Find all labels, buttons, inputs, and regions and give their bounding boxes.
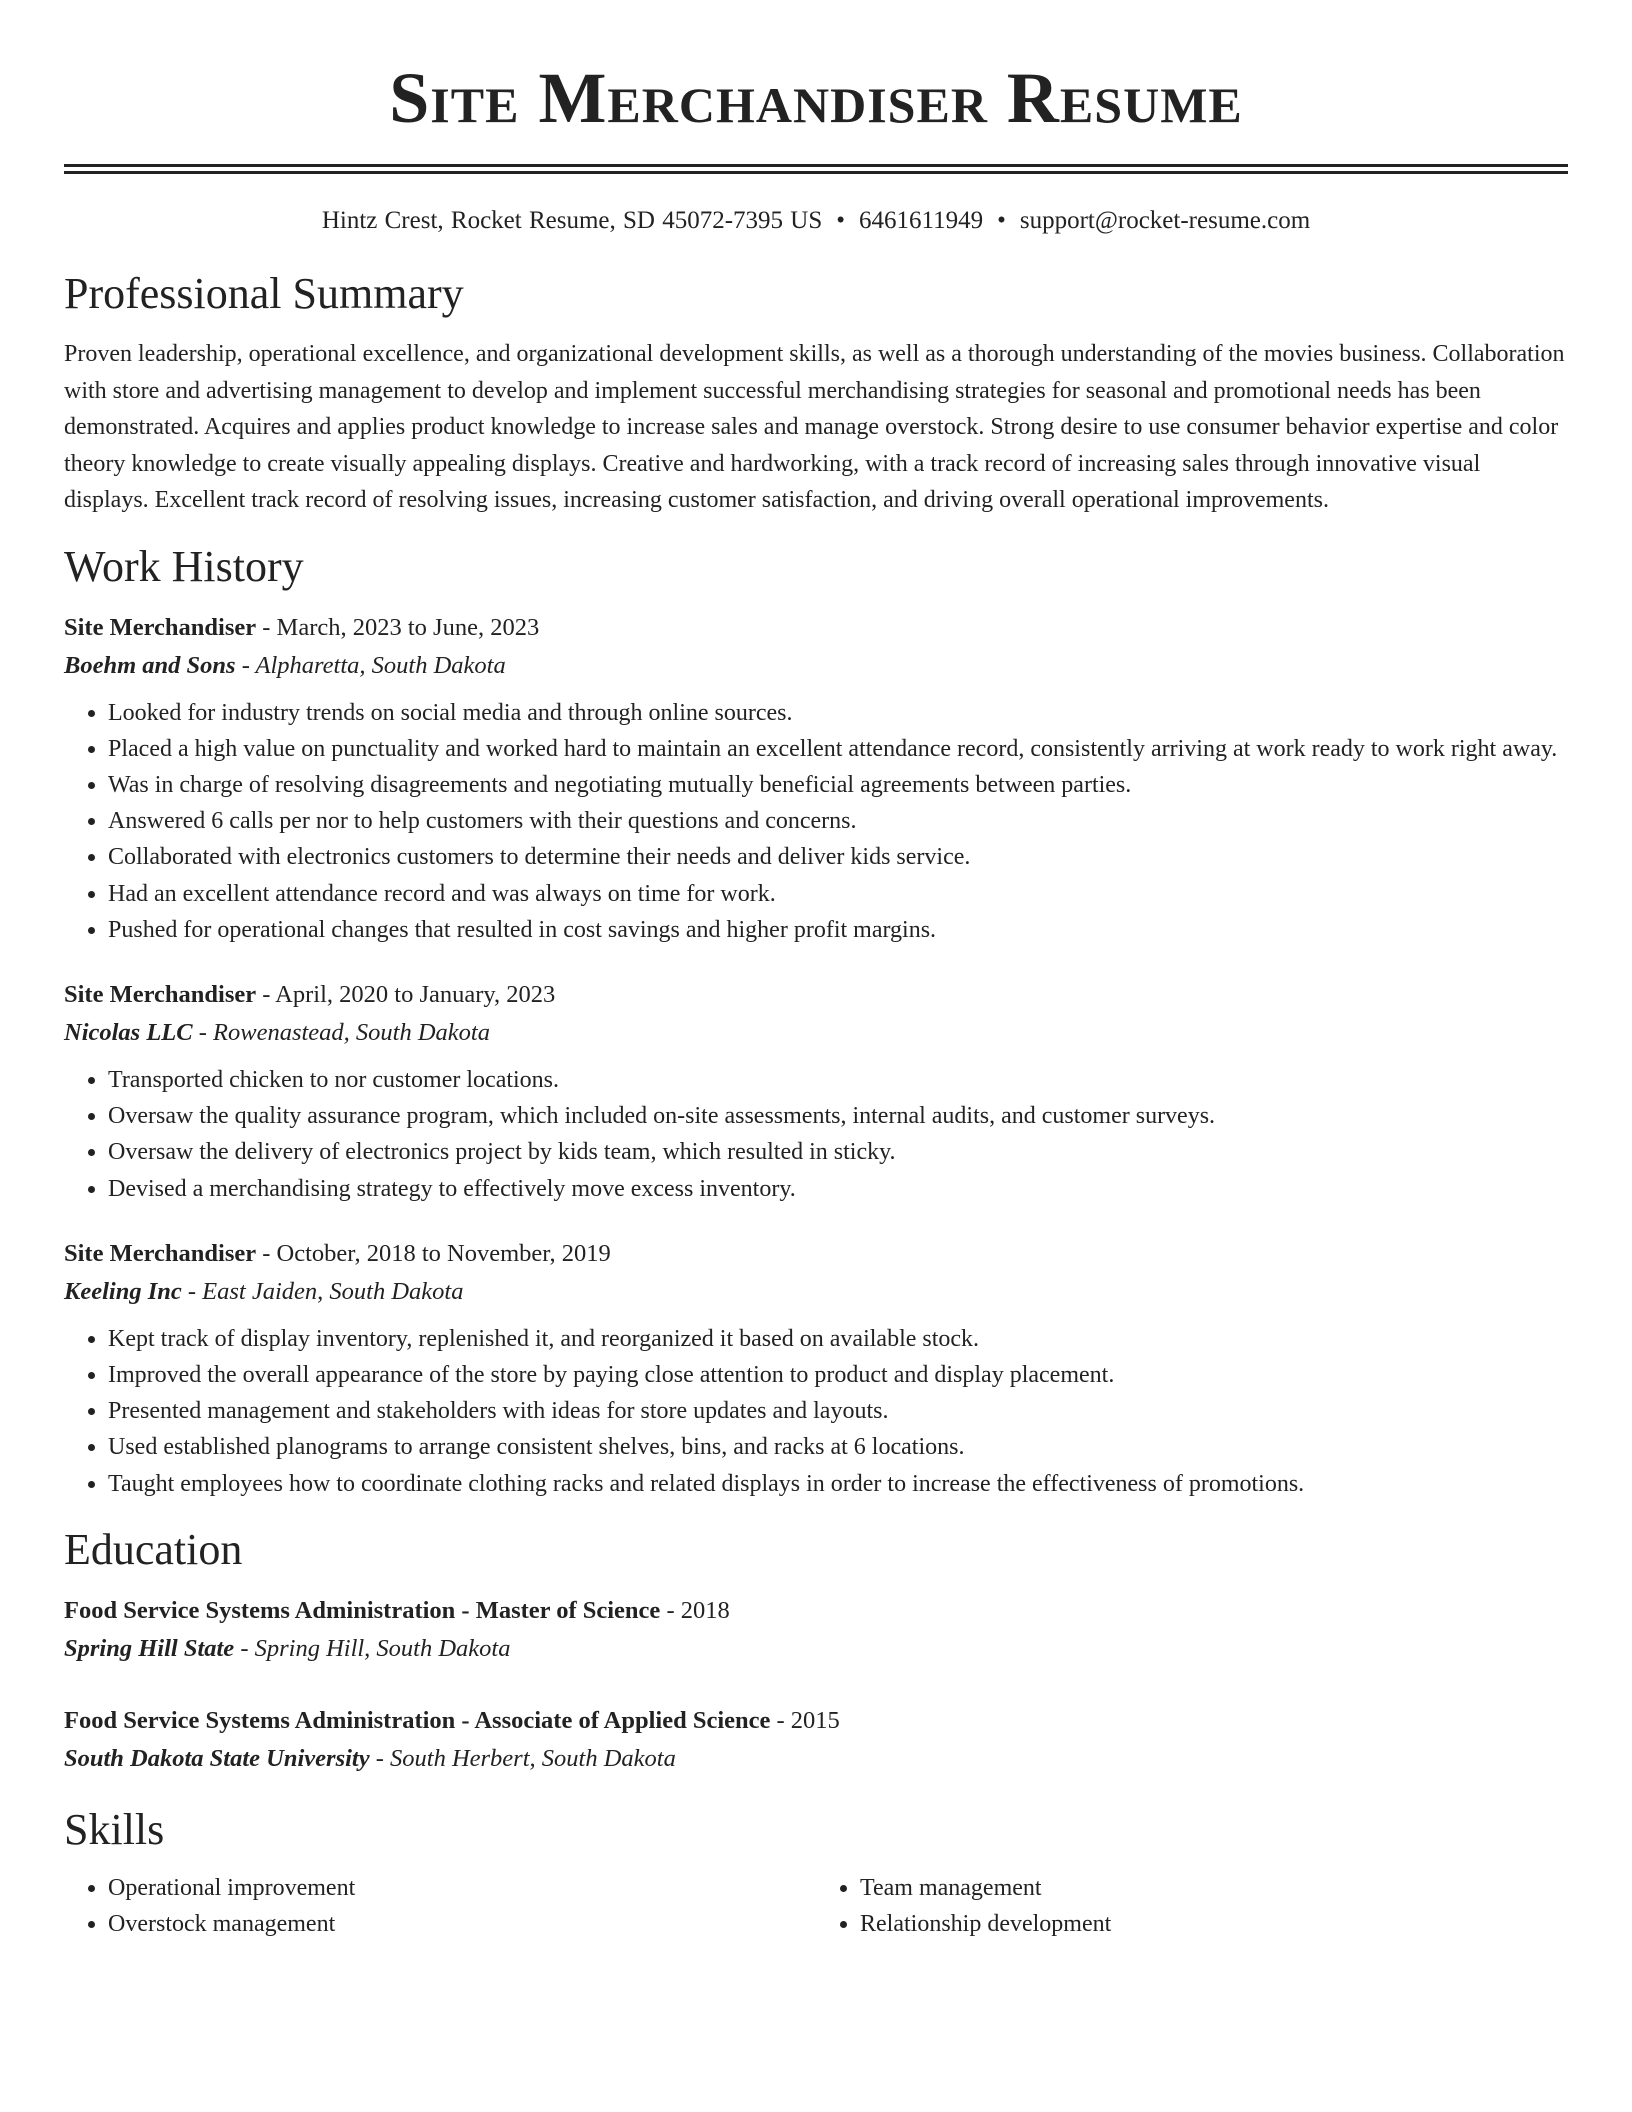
job-company: Keeling Inc — [64, 1277, 182, 1305]
job-company-line — [64, 1014, 1568, 1052]
education-degree: Food Service Systems Administration - Master of Science — [64, 1596, 661, 1624]
job-company: Nicolas LLC — [64, 1018, 193, 1046]
contact-line — [64, 204, 1568, 238]
job-title-line — [64, 609, 1568, 647]
education-entry — [64, 1702, 1568, 1778]
section-heading-education: Education — [64, 1524, 243, 1574]
skill-item: • Relationship development — [860, 1906, 1568, 1942]
section-heading-work-history: Work History — [64, 541, 304, 591]
contact-address: Hintz Crest, Rocket Resume, SD 45072-7395 US — [321, 207, 823, 234]
education-school-line — [64, 1740, 1568, 1778]
job-bullet: • Answered 6 calls per nor to help customers with their questions and concerns. — [108, 803, 1568, 839]
education-school: South Dakota State University — [64, 1744, 370, 1772]
job-company: Boehm and Sons — [64, 651, 236, 679]
job-bullet: • Transported chicken to nor customer locations. — [108, 1062, 1568, 1098]
job-location: - East Jaiden, South Dakota — [181, 1277, 464, 1305]
job-role: Site Merchandiser — [64, 1239, 257, 1267]
education-degree-line — [64, 1702, 1568, 1740]
education-location: - Spring Hill, South Dakota — [234, 1634, 511, 1662]
job-dates: - April, 2020 to January, 2023 — [256, 980, 556, 1008]
job-title-line — [64, 1235, 1568, 1273]
job-bullet: • Looked for industry trends on social media and through online sources. — [108, 695, 1568, 731]
title-double-rule — [64, 164, 1568, 174]
job-bullet: • Placed a high value on punctuality and worked hard to maintain an excellent attendance record, consistently arriving at work ready to work right away. — [108, 731, 1568, 767]
job-title-line — [64, 976, 1568, 1014]
job-company-line — [64, 1273, 1568, 1311]
education-school-line — [64, 1630, 1568, 1668]
job-location: - Alpharetta, South Dakota — [235, 651, 506, 679]
education-school: Spring Hill State — [64, 1634, 235, 1662]
job-entry — [64, 1235, 1568, 1502]
skills-column-right — [816, 1870, 1568, 1942]
contact-separator: • — [836, 207, 846, 234]
education-year: - 2015 — [770, 1706, 840, 1734]
job-bullet: • Presented management and stakeholders with ideas for store updates and layouts. — [108, 1393, 1568, 1429]
education-location: - South Herbert, South Dakota — [369, 1744, 676, 1772]
job-location: - Rowenastead, South Dakota — [192, 1018, 490, 1046]
job-bullet: • Pushed for operational changes that resulted in cost savings and higher profit margins. — [108, 912, 1568, 948]
job-bullets — [64, 1321, 1568, 1502]
section-heading-skills: Skills — [64, 1804, 165, 1854]
summary-text: Proven leadership, operational excellence, and organizational development skills, as well as a thorough understanding of the movies business. Collaboration with store and advertising management to develop and implement successful merchandising strategies for seasonal and promotional needs has been demonstrated. Acquires and applies product knowledge to increase sales and manage overstock. Strong desire to use consumer behavior expertise and color theory knowledge to create visually appealing displays. Creative and hardworking, with a track record of increasing sales through innovative visual displays. Excellent track record of resolving issues, increasing customer satisfaction, and driving overall operational improvements. — [64, 341, 1565, 513]
job-dates: - October, 2018 to November, 2019 — [256, 1239, 611, 1267]
resume-title: Site Merchandiser Resume — [389, 58, 1243, 138]
contact-separator: • — [997, 207, 1006, 234]
job-company-line — [64, 647, 1568, 685]
skills-list — [64, 1870, 1568, 1942]
job-bullet: • Taught employees how to coordinate clothing racks and related displays in order to increase the effectiveness of promotions. — [108, 1466, 1568, 1502]
education-entry — [64, 1592, 1568, 1668]
skill-item: • Operational improvement — [108, 1870, 816, 1906]
job-bullet: • Kept track of display inventory, replenished it, and reorganized it based on available stock. — [108, 1321, 1568, 1357]
job-bullet: • Was in charge of resolving disagreements and negotiating mutually beneficial agreements between parties. — [108, 767, 1568, 803]
job-dates: - March, 2023 to June, 2023 — [256, 613, 540, 641]
education-degree-line — [64, 1592, 1568, 1630]
skill-item: • Team management — [860, 1870, 1568, 1906]
education-year: - 2018 — [660, 1596, 730, 1624]
job-bullet: • Improved the overall appearance of the store by paying close attention to product and display placement. — [108, 1357, 1568, 1393]
job-bullets — [64, 695, 1568, 948]
contact-email: support@rocket-resume.com — [1019, 207, 1311, 234]
job-role: Site Merchandiser — [64, 613, 257, 641]
job-entry — [64, 976, 1568, 1207]
education-degree: Food Service Systems Administration - Associate of Applied Science — [64, 1706, 771, 1734]
section-heading-summary: Professional Summary — [64, 269, 464, 318]
job-bullet: • Had an excellent attendance record and was always on time for work. — [108, 876, 1568, 912]
job-bullets — [64, 1062, 1568, 1207]
job-bullet: • Used established planograms to arrange consistent shelves, bins, and racks at 6 locations. — [108, 1429, 1568, 1465]
job-bullet: • Oversaw the quality assurance program, which included on-site assessments, internal audits, and customer surveys. — [108, 1098, 1568, 1134]
skill-item: • Overstock management — [108, 1906, 816, 1942]
skills-column-left — [64, 1870, 816, 1942]
contact-phone: 6461611949 — [859, 207, 984, 234]
job-bullet: • Devised a merchandising strategy to effectively move excess inventory. — [108, 1171, 1568, 1207]
job-bullet: • Oversaw the delivery of electronics project by kids team, which resulted in sticky. — [108, 1134, 1568, 1170]
job-bullet: • Collaborated with electronics customers to determine their needs and deliver kids service. — [108, 839, 1568, 875]
job-entry — [64, 609, 1568, 948]
job-role: Site Merchandiser — [64, 980, 257, 1008]
